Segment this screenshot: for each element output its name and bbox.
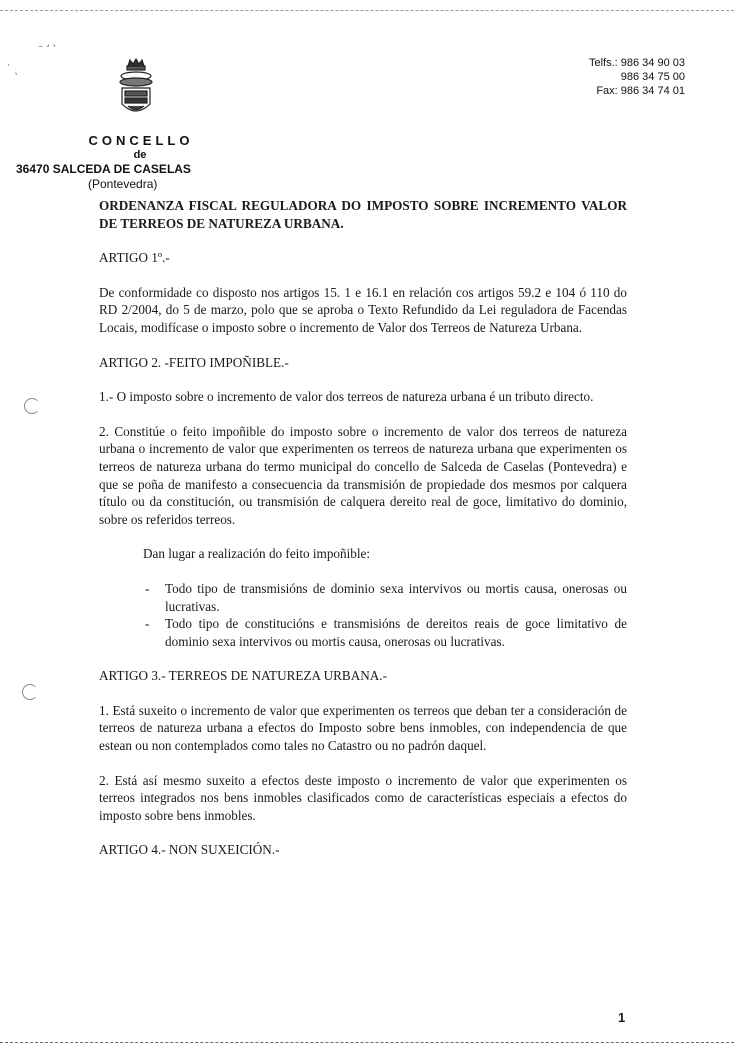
council-block <box>16 133 240 192</box>
document-body <box>99 197 627 859</box>
article-3-heading: ARTIGO 3.- TERREOS DE NATUREZA URBANA.- <box>99 668 387 684</box>
ordinance-title: ORDENANZA FISCAL REGULADORA DO IMPOSTO SOBRE INCREMENTO VALOR DE TERREOS DE NATUREZA URBANA. <box>99 198 627 231</box>
article-3-paragraph-2: 2. Está así mesmo suxeito a efectos deste imposto o incremento de valor que experimenten os terreos integrados nos bens inmobles clasificados como de características especiais a efectos do imposto sobre bens inmobles. <box>99 772 627 823</box>
article-2-paragraph-2: 2. Constitúe o feito impoñible do imposto sobre o incremento de valor dos terreos de natureza urbana o incremento de valor que experimenten os terreos de natureza urbana que experimenten os terreos de natureza urbana do termo municipal do concello de Salceda de Caselas (Pontevedra) e que se poña de manifesto a consecuencia da transmisión de propiedade dos mesmos por calquera título ou da constitución, ou transmisión de calquera dereito real de goce, limitativo do dominio, sobre os referidos terreos. <box>99 423 627 527</box>
fax-line: Fax: 986 34 74 01 <box>596 85 685 97</box>
coat-of-arms-icon <box>116 56 156 118</box>
taxable-events-list <box>99 580 627 650</box>
article-3-paragraph-1: 1. Está suxeito o incremento de valor que experimenten os terreos que deban ter a consideración de terreos de natureza urbana a efectos do Imposto sobre bens inmobles, con independencia de que estean ou non contemplados como tales no Catastro ou no padrón daquel. <box>99 702 627 754</box>
contact-phones <box>560 56 685 98</box>
scan-edge-bottom <box>0 1042 734 1043</box>
scan-edge-top <box>0 10 734 11</box>
phone-line: Telfs.: 986 34 90 03 <box>588 57 685 69</box>
council-name: CONCELLO <box>88 133 194 148</box>
council-province: (Pontevedra) <box>88 177 158 191</box>
scan-speck: ˙ ˎ <box>6 64 20 75</box>
list-item: - Todo tipo de constitucións e transmisións de dereitos reais de goce limitativo de dominio sexa intervivos ou mortis causa, onerosas ou lucrativas. <box>99 615 627 650</box>
article-2-paragraph-1: 1.- O imposto sobre o incremento de valor dos terreos de natureza urbana é un tributo directo. <box>99 389 594 405</box>
page-number: 1 <box>618 1010 626 1025</box>
article-2-heading: ARTIGO 2. -FEITO IMPOÑIBLE.- <box>99 354 289 370</box>
council-address: 36470 SALCEDA DE CASELAS <box>16 162 191 176</box>
scan-speck: ⁻ ʼ ˈ <box>38 44 56 55</box>
punch-hole-mark <box>24 398 40 414</box>
phone-line: 986 34 75 00 <box>620 71 685 83</box>
list-item: - Todo tipo de transmisións de dominio sexa intervivos ou mortis causa, onerosas ou lucrativas. <box>99 580 627 615</box>
article-1-text: De conformidade co disposto nos artigos 15. 1 e 16.1 en relación cos artigos 59.2 e 104 ó 110 do RD 2/2004, do 5 de marzo, polo que se aproba o Texto Refundido da Lei reguladora de Facendas Locais, modifícase o imposto sobre o incremento de Valor dos Terreos de Natureza Urbana. <box>99 284 627 335</box>
punch-hole-mark <box>22 684 38 700</box>
article-1-heading: ARTIGO 1º.- <box>99 250 170 266</box>
council-de: de <box>133 149 147 161</box>
article-4-heading: ARTIGO 4.- NON SUXEICIÓN.- <box>99 842 280 858</box>
article-2-list-intro: Dan lugar a realización do feito impoñible: <box>143 546 371 562</box>
